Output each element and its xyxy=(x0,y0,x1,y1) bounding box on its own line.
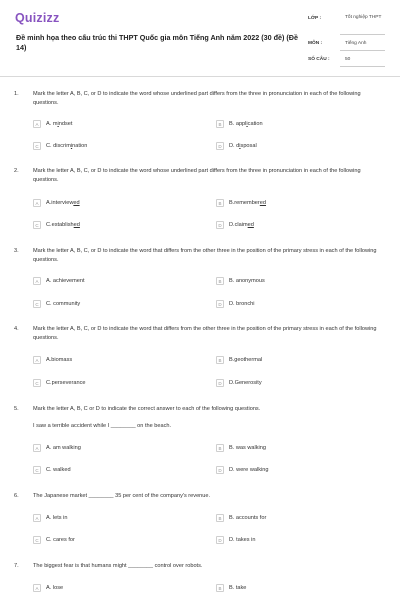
option-letter-box: B xyxy=(216,277,224,285)
answer-option[interactable] xyxy=(33,141,87,151)
option-text: B.remembered xyxy=(229,200,267,206)
answer-option[interactable] xyxy=(216,355,262,365)
option-text: A. mindset xyxy=(46,121,73,127)
question-text: Mark the letter A, B, C, or D to indicate the word whose underlined part differs from the three in pronunciation in each of the following questions. xyxy=(33,91,361,106)
option-text: D.Generosity xyxy=(229,380,262,386)
question-count-divider xyxy=(340,66,385,67)
question-number: 5. xyxy=(14,406,19,412)
answer-option[interactable] xyxy=(33,535,75,545)
quizizz-logo: Quizizz xyxy=(15,11,60,25)
option-letter-box: C xyxy=(33,142,41,150)
question-text: Mark the letter A, B, C, or D to indicate the word that differs from the other three in the position of the primary stress in each of the following questions. xyxy=(33,326,377,341)
option-letter-box: B xyxy=(216,514,224,522)
answer-option[interactable] xyxy=(33,220,80,230)
question-number: 3. xyxy=(14,248,19,254)
option-letter-box: B xyxy=(216,584,224,592)
option-text: A. am walking xyxy=(46,445,81,451)
option-text: D. disposal xyxy=(229,143,257,149)
answer-option[interactable] xyxy=(216,276,265,286)
class-value: Tốt nghiệp THPT xyxy=(345,15,382,20)
option-text: C. discrimination xyxy=(46,143,88,149)
option-letter-box: A xyxy=(33,444,41,452)
option-letter-box: B xyxy=(216,120,224,128)
option-text: A.biomass xyxy=(46,357,73,363)
option-text: D.claimed xyxy=(229,222,254,228)
answer-option[interactable] xyxy=(33,299,80,309)
question-number: 1. xyxy=(14,91,19,97)
question-count-label: SỐ CÂU : xyxy=(308,57,330,62)
option-letter-box: C xyxy=(33,466,41,474)
answer-option[interactable] xyxy=(216,198,266,208)
option-text: B. application xyxy=(229,121,263,127)
option-letter-box: D xyxy=(216,466,224,474)
question-count-value: 50 xyxy=(345,57,351,62)
option-letter-box: C xyxy=(33,379,41,387)
subject-divider xyxy=(340,50,385,51)
answer-option[interactable] xyxy=(216,535,255,545)
option-text: A. lets in xyxy=(46,515,68,521)
option-letter-box: D xyxy=(216,142,224,150)
option-text: A. achievement xyxy=(46,278,85,284)
answer-option[interactable] xyxy=(216,583,246,593)
answer-option[interactable] xyxy=(33,465,71,475)
answer-option[interactable] xyxy=(216,443,266,453)
option-letter-box: D xyxy=(216,300,224,308)
answer-option[interactable] xyxy=(216,513,266,523)
question-sentence: I saw a terrible accident while I ________ on the beach. xyxy=(33,423,172,429)
answer-option[interactable] xyxy=(216,141,257,151)
answer-option[interactable] xyxy=(216,465,268,475)
option-text: C. cares for xyxy=(46,537,75,543)
option-text: B. was walking xyxy=(229,445,266,451)
option-letter-box: A xyxy=(33,584,41,592)
option-letter-box: B xyxy=(216,356,224,364)
option-text: B.geothermal xyxy=(229,357,263,363)
answer-option[interactable] xyxy=(33,355,72,365)
question-number: 2. xyxy=(14,168,19,174)
option-letter-box: A xyxy=(33,199,41,207)
option-text: C. community xyxy=(46,301,81,307)
answer-option[interactable] xyxy=(33,583,63,593)
question-number: 7. xyxy=(14,563,19,569)
option-text: D. takes in xyxy=(229,537,256,543)
option-text: C.established xyxy=(46,222,80,228)
worksheet-header xyxy=(0,0,400,77)
question-text: Mark the letter A, B, C, or D to indicate the word that differs from the other three in the position of the primary stress in each of the following questions. xyxy=(33,248,377,263)
option-text: B. anonymous xyxy=(229,278,265,284)
option-letter-box: B xyxy=(216,444,224,452)
option-letter-box: C xyxy=(33,221,41,229)
subject-label: MÔN : xyxy=(308,41,323,46)
option-letter-box: A xyxy=(33,514,41,522)
subject-value: Tiếng Anh xyxy=(345,41,367,46)
class-divider xyxy=(340,34,385,35)
answer-option[interactable] xyxy=(216,378,262,388)
answer-option[interactable] xyxy=(33,119,72,129)
class-label: LỚP : xyxy=(308,16,322,21)
option-text: B. take xyxy=(229,585,247,591)
option-letter-box: A xyxy=(33,120,41,128)
option-letter-box: C xyxy=(33,536,41,544)
question-number: 4. xyxy=(14,326,19,332)
option-letter-box: D xyxy=(216,221,224,229)
option-text: A. lose xyxy=(46,585,64,591)
answer-option[interactable] xyxy=(216,119,263,129)
option-letter-box: D xyxy=(216,536,224,544)
answer-option[interactable] xyxy=(33,443,81,453)
worksheet-title: Đề minh họa theo cấu trúc thi THPT Quốc gia môn Tiếng Anh năm 2022 (30 đề) (Đề 14) xyxy=(16,33,298,52)
answer-option[interactable] xyxy=(216,299,255,309)
option-text: B. accounts for xyxy=(229,515,267,521)
option-letter-box: B xyxy=(216,199,224,207)
question-number: 6. xyxy=(14,493,19,499)
option-text: A.interviewed xyxy=(46,200,80,206)
question-text: Mark the letter A, B, C or D to indicate the correct answer to each of the following questions. xyxy=(33,406,261,412)
answer-option[interactable] xyxy=(33,276,85,286)
option-letter-box: A xyxy=(33,356,41,364)
answer-option[interactable] xyxy=(33,198,80,208)
question-text: The biggest fear is that humans might ________ control over robots. xyxy=(33,563,203,569)
option-text: C. walked xyxy=(46,467,71,473)
option-letter-box: D xyxy=(216,379,224,387)
option-letter-box: C xyxy=(33,300,41,308)
question-text: The Japanese market ________ 35 per cent of the company's revenue. xyxy=(33,493,211,499)
option-text: D. were walking xyxy=(229,467,269,473)
question-text: Mark the letter A, B, C, or D to indicate the word whose underlined part differs from the three in pronunciation in each of the following questions. xyxy=(33,168,361,183)
answer-option[interactable] xyxy=(216,220,254,230)
answer-option[interactable] xyxy=(33,513,67,523)
option-text: D. bronchi xyxy=(229,301,255,307)
answer-option[interactable] xyxy=(33,378,86,388)
option-letter-box: A xyxy=(33,277,41,285)
option-text: C.perseverance xyxy=(46,380,86,386)
